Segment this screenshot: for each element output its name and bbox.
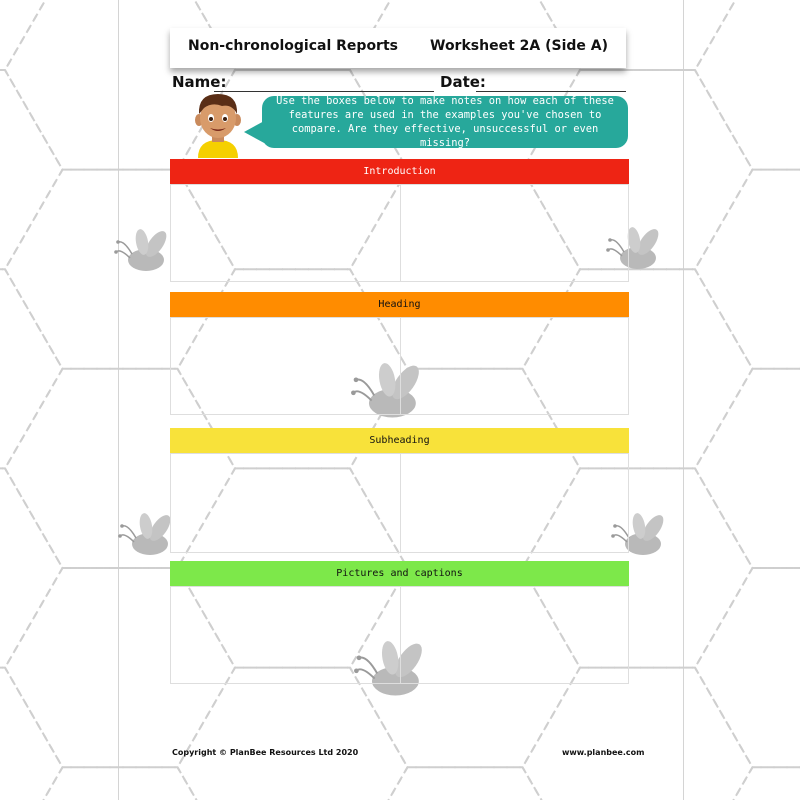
boy-avatar-icon [192,90,244,158]
notes-box-introduction[interactable] [170,184,629,282]
honeycomb-cell [0,0,63,70]
section-header-heading [170,292,629,317]
date-field[interactable] [476,91,626,92]
column-divider [400,454,401,552]
section-label: Subheading [369,435,430,446]
bee-icon [114,228,170,271]
honeycomb-cell [0,468,63,667]
bee-icon [118,512,174,555]
section-header-pictures-and-captions [170,561,629,586]
notes-box-pictures-and-captions[interactable] [170,586,629,684]
honeycomb-cell [695,767,800,800]
honeycomb-cell [695,0,800,170]
instructions-bubble [262,96,628,148]
honeycomb-cell [178,668,408,800]
honeycomb-cell [350,767,580,800]
honeycomb-cell [695,568,800,767]
honeycomb-cell [0,70,63,269]
name-label: Name: [172,73,227,91]
section-label: Pictures and captions [336,568,463,579]
website-link[interactable]: www.planbee.com [562,748,645,757]
honeycomb-cell [0,668,63,800]
honeycomb-cell [695,170,800,369]
section-label: Heading [378,299,421,310]
column-divider [400,318,401,414]
honeycomb-cell [0,269,63,468]
notes-box-subheading[interactable] [170,453,629,553]
notes-box-heading[interactable] [170,317,629,415]
honeycomb-cell [5,767,235,800]
column-divider [400,587,401,683]
section-label: Introduction [363,166,436,177]
honeycomb-cell [695,369,800,568]
worksheet-title: Non-chronological Reports [188,38,398,54]
copyright-text: Copyright © PlanBee Resources Ltd 2020 [172,748,359,757]
honeycomb-cell [523,668,753,800]
section-header-introduction [170,159,629,184]
instructions-text: Use the boxes below to make notes on how each of these features are used in the examples you've chosen to compare. Are they effective, unsuccessful or even missing? [276,95,614,149]
worksheet-number: Worksheet 2A (Side A) [430,38,608,54]
date-label: Date: [440,73,486,91]
column-divider [400,185,401,281]
section-header-subheading [170,428,629,453]
title-banner [170,28,626,68]
name-field[interactable] [214,91,434,92]
